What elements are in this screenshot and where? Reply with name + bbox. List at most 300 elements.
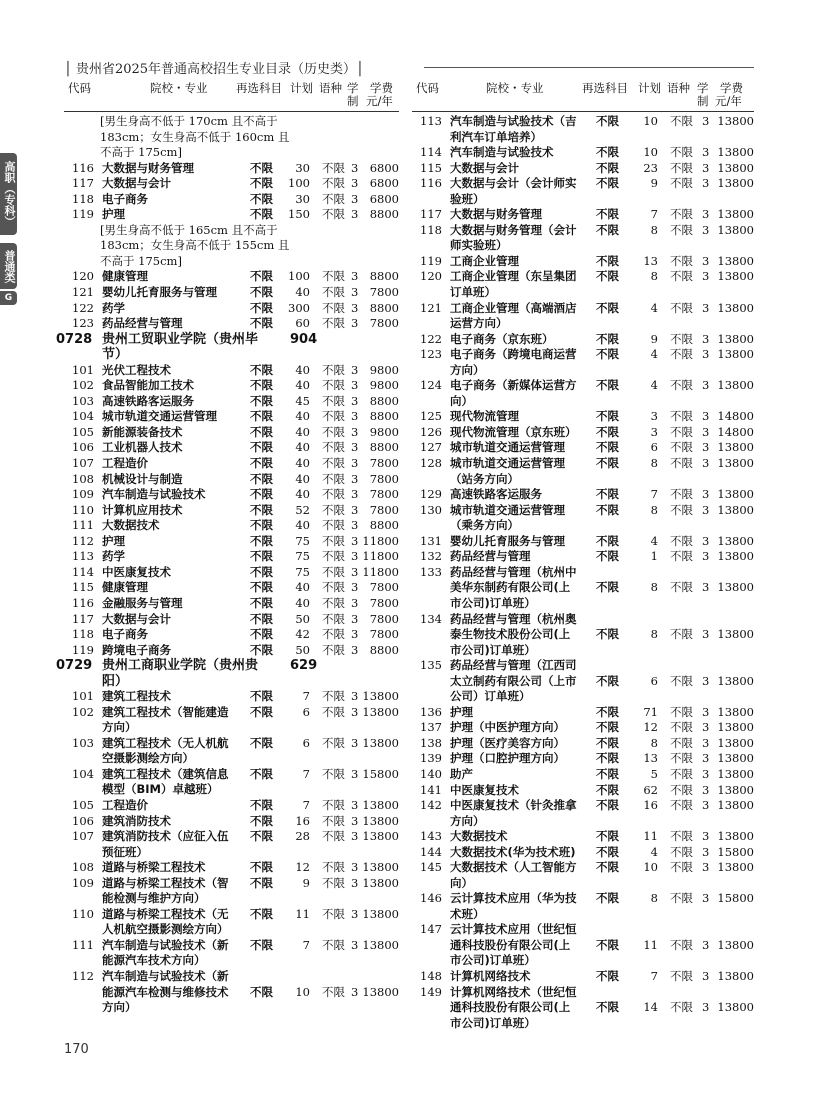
plan-count: 40: [295, 487, 310, 502]
subject-requirement: 不限: [250, 937, 273, 952]
name-line: 健康管理: [102, 580, 148, 595]
duration-years: 3: [351, 378, 359, 393]
program-name: [102, 176, 171, 192]
language: 不限: [670, 409, 693, 424]
name-line: 建筑消防技术: [102, 813, 171, 828]
table-row: [64, 161, 399, 177]
school-name: [102, 658, 258, 689]
tuition-fee: 11800: [362, 533, 399, 548]
duration-years: 3: [702, 424, 710, 439]
program-code: 117: [72, 176, 94, 191]
plan-count: 13: [643, 751, 658, 766]
tuition-fee: 7800: [369, 627, 399, 642]
duration-years: 3: [702, 300, 710, 315]
plan-count: 13: [643, 253, 658, 268]
subject-requirement: 不限: [250, 456, 273, 471]
col-lang: 语种: [667, 81, 690, 95]
program-name: [102, 612, 171, 628]
plan-count: 4: [650, 378, 658, 393]
name-line: 人机航空摄影测绘方向）: [102, 922, 229, 937]
table-row: [64, 316, 399, 332]
program-code: 117: [72, 611, 94, 626]
table-row: [412, 767, 754, 783]
table-row: [64, 829, 399, 860]
subject-requirement: 不限: [596, 253, 619, 268]
table-row: [412, 347, 754, 378]
program-code: 108: [72, 860, 94, 875]
language: 不限: [322, 160, 345, 175]
table-row: [64, 938, 399, 969]
tuition-fee: 13800: [717, 798, 754, 813]
tuition-fee: 7800: [369, 487, 399, 502]
table-row: [412, 207, 754, 223]
tuition-fee: 13800: [717, 176, 754, 191]
subject-requirement: 不限: [250, 533, 273, 548]
program-name: [450, 425, 577, 441]
language: 不限: [670, 860, 693, 875]
subject-requirement: 不限: [596, 331, 619, 346]
tuition-fee: 8800: [369, 393, 399, 408]
name-line: 节）: [102, 347, 129, 363]
language: 不限: [322, 906, 345, 921]
name-line: 中医康复技术（针灸推拿: [450, 798, 577, 813]
name-line: 食品智能加工技术: [102, 378, 194, 393]
language: 不限: [322, 875, 345, 890]
program-name: [102, 378, 194, 394]
subject-requirement: 不限: [250, 191, 273, 206]
language: 不限: [670, 331, 693, 346]
language: 不限: [670, 378, 693, 393]
name-line: 方向）: [450, 813, 485, 828]
table-row: [64, 207, 399, 223]
tuition-fee: 7800: [369, 456, 399, 471]
table-row: [64, 503, 399, 519]
program-code: 103: [72, 735, 94, 750]
plan-count: 30: [295, 160, 310, 175]
subject-requirement: 不限: [250, 813, 273, 828]
table-row: [412, 891, 754, 922]
duration-years: 3: [702, 937, 710, 952]
language: 不限: [670, 580, 693, 595]
plan-count: 3: [650, 409, 658, 424]
program-code: 120: [420, 269, 442, 284]
name-line: 汽车制造与试验技术: [450, 145, 554, 160]
duration-years: 3: [351, 487, 359, 502]
name-line: 能源汽车检测与维修技术: [102, 984, 229, 999]
language: 不限: [670, 627, 693, 642]
subject-requirement: 不限: [596, 533, 619, 548]
language: 不限: [670, 549, 693, 564]
table-row: [64, 736, 399, 767]
school-row: [56, 658, 399, 689]
program-name: [450, 269, 577, 300]
subject-requirement: 不限: [250, 487, 273, 502]
program-name: [102, 829, 229, 860]
duration-years: 3: [702, 704, 710, 719]
program-code: 105: [72, 798, 94, 813]
col-fee-1: 学费: [370, 81, 393, 95]
column-header-left: [64, 80, 399, 112]
subject-requirement: 不限: [250, 829, 273, 844]
plan-count: 42: [295, 627, 310, 642]
tuition-fee: 13800: [362, 875, 399, 890]
table-row: [412, 658, 754, 705]
tuition-fee: 13800: [717, 969, 754, 984]
left-column: [56, 114, 399, 1016]
duration-years: 3: [351, 160, 359, 175]
language: 不限: [322, 627, 345, 642]
program-name: [102, 767, 229, 798]
program-code: 133: [420, 564, 442, 579]
name-line: 中医康复技术: [102, 564, 171, 579]
plan-count: 10: [643, 860, 658, 875]
program-code: 113: [72, 549, 94, 564]
name-line: 建筑工程技术（无人机航: [102, 735, 229, 750]
table-row: [412, 269, 754, 300]
program-name: [102, 798, 148, 814]
subject-requirement: 不限: [250, 611, 273, 626]
program-code: 104: [72, 766, 94, 781]
name-line: 模型（BIM）卓越班）: [102, 782, 219, 797]
language: 不限: [670, 891, 693, 906]
language: 不限: [322, 798, 345, 813]
program-code: 112: [72, 969, 94, 984]
program-name: [102, 814, 171, 830]
subject-requirement: 不限: [250, 564, 273, 579]
name-line: 助产: [450, 766, 473, 781]
name-line: 道路与桥梁工程技术（智: [102, 875, 229, 890]
tuition-fee: 13800: [362, 829, 399, 844]
subject-requirement: 不限: [250, 549, 273, 564]
subject-requirement: 不限: [596, 456, 619, 471]
plan-count: 6: [302, 735, 310, 750]
duration-years: 3: [702, 487, 710, 502]
duration-years: 3: [702, 253, 710, 268]
program-code: 101: [72, 362, 94, 377]
name-line: 新能源装备技术: [102, 424, 183, 439]
plan-count: 629: [290, 658, 318, 674]
program-code: 116: [420, 176, 442, 191]
program-code: 129: [420, 487, 442, 502]
program-name: [450, 347, 577, 378]
name-line: 大数据技术: [450, 829, 508, 844]
tuition-fee: 8800: [369, 440, 399, 455]
name-line: （乘务方向）: [450, 518, 519, 533]
table-row: [412, 612, 754, 659]
language: 不限: [670, 704, 693, 719]
duration-years: 3: [351, 409, 359, 424]
tuition-fee: 6800: [369, 191, 399, 206]
program-name: [450, 440, 565, 456]
name-line: 药品经营与管理: [102, 316, 183, 331]
language: 不限: [670, 456, 693, 471]
program-code: 106: [72, 440, 94, 455]
duration-years: 3: [702, 378, 710, 393]
language: 不限: [322, 207, 345, 222]
program-name: [450, 456, 565, 487]
name-line: 护理: [102, 207, 125, 222]
table-row: [412, 114, 754, 145]
program-name: [450, 783, 519, 799]
col-fee-2: 元/年: [715, 94, 742, 108]
program-name: [102, 643, 171, 659]
program-name: [450, 969, 531, 985]
tuition-fee: 13800: [717, 937, 754, 952]
table-row: [412, 705, 754, 721]
subject-requirement: 不限: [596, 347, 619, 362]
program-name: [450, 658, 577, 705]
plan-count: 23: [643, 160, 658, 175]
language: 不限: [670, 829, 693, 844]
note-row: [64, 223, 399, 270]
duration-years: 3: [351, 518, 359, 533]
tuition-fee: 13800: [717, 222, 754, 237]
language: 不限: [670, 300, 693, 315]
program-code: 139: [420, 751, 442, 766]
name-line: 大数据与财务管理: [102, 160, 194, 175]
subject-requirement: 不限: [596, 207, 619, 222]
name-line: 通科技股份有限公司(上: [450, 1000, 571, 1015]
plan-count: 7: [302, 798, 310, 813]
program-code: 103: [72, 393, 94, 408]
language: 不限: [322, 533, 345, 548]
duration-years: 3: [351, 285, 359, 300]
plan-count: 50: [295, 642, 310, 657]
subject-requirement: 不限: [250, 176, 273, 191]
program-name: [102, 907, 229, 938]
program-name: [102, 518, 160, 534]
table-row: [64, 767, 399, 798]
plan-count: 3: [650, 424, 658, 439]
plan-count: 40: [295, 362, 310, 377]
name-line: 泰生物技术股份公司(上: [450, 627, 571, 641]
name-line: 建筑工程技术（智能建造: [102, 704, 229, 719]
col-lang: 语种: [319, 81, 342, 95]
height-note: [100, 114, 289, 161]
language: 不限: [322, 362, 345, 377]
name-line: 高速铁路客运服务: [102, 393, 194, 408]
name-line: 大数据与会计: [102, 176, 171, 191]
table-row: [64, 518, 399, 534]
language: 不限: [322, 984, 345, 999]
table-row: [412, 145, 754, 161]
plan-count: 8: [650, 222, 658, 237]
subject-requirement: 不限: [250, 300, 273, 315]
name-line: 汽车制造与试验技术: [102, 487, 206, 502]
plan-count: 7: [302, 766, 310, 781]
table-row: [64, 580, 399, 596]
program-name: [450, 705, 473, 721]
name-line: 美华东制药有限公司(上: [450, 580, 571, 595]
table-row: [412, 332, 754, 348]
program-code: 107: [72, 456, 94, 471]
duration-years: 3: [702, 114, 710, 128]
plan-count: 40: [295, 285, 310, 300]
name-line: 能源汽车技术方向）: [102, 953, 206, 968]
duration-years: 3: [351, 906, 359, 921]
name-line: 运营方向）: [450, 316, 508, 331]
table-row: [412, 456, 754, 487]
tuition-fee: 13800: [717, 114, 754, 128]
duration-years: 3: [702, 782, 710, 797]
language: 不限: [322, 518, 345, 533]
duration-years: 3: [702, 891, 710, 906]
program-code: 117: [420, 207, 442, 222]
name-line: 高速铁路客运服务: [450, 487, 542, 502]
duration-years: 3: [351, 316, 359, 331]
name-line: 城市轨道交通运营管理: [450, 502, 565, 517]
plan-count: 40: [295, 580, 310, 595]
language: 不限: [322, 316, 345, 331]
language: 不限: [670, 222, 693, 237]
tuition-fee: 9800: [369, 378, 399, 393]
tuition-fee: 6800: [369, 176, 399, 191]
language: 不限: [670, 751, 693, 766]
plan-count: 8: [650, 627, 658, 642]
column-header-right: [412, 80, 754, 112]
tuition-fee: 13800: [717, 300, 754, 315]
name-line: 市公司)订单班）: [450, 1015, 536, 1030]
plan-count: 7: [650, 487, 658, 502]
tuition-fee: 8800: [369, 300, 399, 315]
subject-requirement: 不限: [250, 502, 273, 517]
program-name: [102, 456, 148, 472]
plan-count: 40: [295, 456, 310, 471]
language: 不限: [322, 191, 345, 206]
plan-count: 9: [302, 875, 310, 890]
name-line: 跨境电子商务: [102, 642, 171, 657]
program-name: [450, 736, 565, 752]
program-name: [450, 534, 565, 550]
tuition-fee: 13800: [362, 906, 399, 921]
duration-years: 3: [351, 798, 359, 813]
language: 不限: [670, 969, 693, 984]
duration-years: 3: [351, 766, 359, 781]
tuition-fee: 13800: [717, 720, 754, 735]
name-line: 建筑工程技术（建筑信息: [102, 766, 229, 781]
plan-count: 4: [650, 533, 658, 548]
table-row: [412, 751, 754, 767]
tuition-fee: 15800: [717, 844, 754, 859]
tuition-fee: 8800: [369, 409, 399, 424]
tuition-fee: 13800: [717, 253, 754, 268]
tuition-fee: 13800: [717, 673, 754, 688]
plan-count: 10: [643, 145, 658, 160]
program-name: [102, 876, 229, 907]
program-code: 110: [72, 906, 94, 921]
tuition-fee: 7800: [369, 316, 399, 331]
language: 不限: [670, 735, 693, 750]
duration-years: 3: [702, 269, 710, 284]
header-underline-left: [64, 111, 399, 112]
plan-count: 40: [295, 595, 310, 610]
subject-requirement: 不限: [596, 160, 619, 175]
program-name: [450, 767, 473, 783]
plan-count: 300: [288, 300, 310, 315]
language: 不限: [670, 766, 693, 781]
program-name: [102, 394, 194, 410]
plan-count: 40: [295, 440, 310, 455]
name-line: 订单班）: [450, 284, 496, 299]
name-line: 婴幼儿托育服务与管理: [102, 285, 217, 300]
program-code: 114: [72, 564, 94, 579]
program-name: [102, 938, 229, 969]
program-code: 148: [420, 969, 442, 984]
program-code: 131: [420, 533, 442, 548]
subject-requirement: 不限: [250, 378, 273, 393]
program-name: [450, 223, 577, 254]
name-line: 药学: [102, 549, 125, 564]
language: 不限: [670, 844, 693, 859]
table-row: [64, 969, 399, 1016]
program-name: [102, 565, 171, 581]
plan-count: 9: [650, 176, 658, 191]
program-code: 111: [72, 518, 94, 533]
table-row: [412, 720, 754, 736]
duration-years: 3: [351, 689, 359, 704]
program-code: 114: [420, 145, 442, 160]
tuition-fee: 9800: [369, 362, 399, 377]
name-line: 方向）: [102, 720, 137, 735]
program-code: 0729: [56, 658, 93, 674]
subject-requirement: 不限: [596, 176, 619, 191]
program-code: 136: [420, 704, 442, 719]
program-name: [102, 860, 206, 876]
subject-requirement: 不限: [596, 222, 619, 237]
tuition-fee: 13800: [717, 860, 754, 875]
plan-count: 40: [295, 424, 310, 439]
language: 不限: [670, 720, 693, 735]
program-name: [102, 689, 171, 705]
name-line: 光伏工程技术: [102, 362, 171, 377]
language: 不限: [322, 487, 345, 502]
program-code: 140: [420, 766, 442, 781]
col-code: 代码: [416, 81, 439, 95]
plan-count: 12: [295, 860, 310, 875]
tuition-fee: 7800: [369, 471, 399, 486]
name-line: 方向）: [102, 1000, 137, 1015]
language: 不限: [322, 393, 345, 408]
plan-count: 75: [295, 564, 310, 579]
tuition-fee: 14800: [717, 409, 754, 424]
language: 不限: [670, 533, 693, 548]
col-school: 院校・专业: [486, 81, 544, 95]
tuition-fee: 13800: [717, 1000, 754, 1015]
subject-requirement: 不限: [250, 860, 273, 875]
duration-years: 3: [702, 549, 710, 564]
program-code: 127: [420, 440, 442, 455]
name-line: 市公司)订单班）: [450, 642, 536, 657]
name-line: 预征班）: [102, 844, 148, 859]
name-line: 能检测与维护方向）: [102, 891, 206, 906]
duration-years: 3: [351, 502, 359, 517]
duration-years: 3: [351, 549, 359, 564]
duration-years: 3: [351, 937, 359, 952]
duration-years: 3: [351, 611, 359, 626]
duration-years: 3: [702, 720, 710, 735]
name-line: 云计算技术应用（华为技: [450, 891, 577, 906]
plan-count: 1: [650, 549, 658, 564]
language: 不限: [322, 564, 345, 579]
name-line: 阳）: [102, 673, 129, 689]
program-name: [450, 378, 577, 409]
name-line: 建筑消防技术（应征入伍: [102, 829, 229, 844]
duration-years: 3: [351, 704, 359, 719]
name-line: 健康管理: [102, 269, 148, 284]
plan-count: 904: [290, 331, 318, 347]
program-code: 141: [420, 782, 442, 797]
language: 不限: [322, 813, 345, 828]
